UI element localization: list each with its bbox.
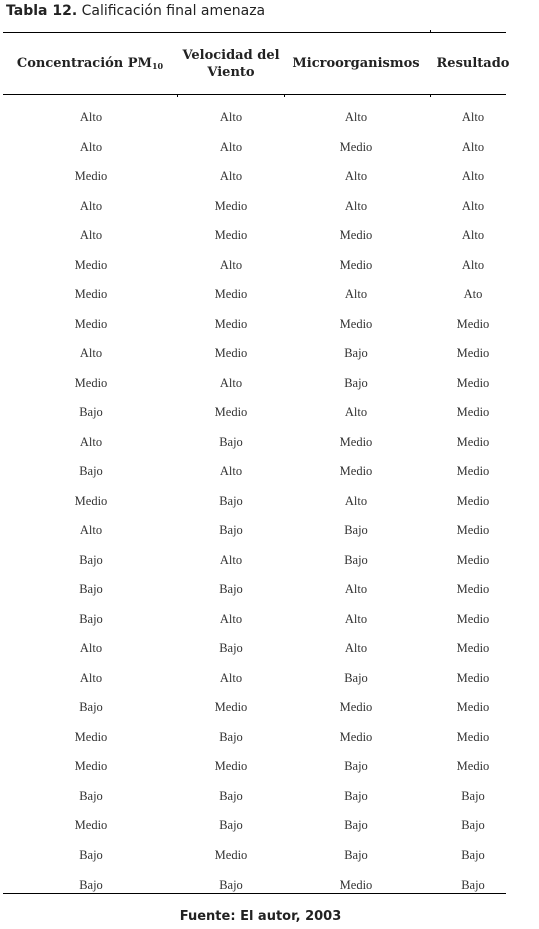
cell-concentracion: Bajo xyxy=(79,464,103,478)
cell-microorganismos: Alto xyxy=(344,405,368,419)
cell-microorganismos: Alto xyxy=(344,169,368,183)
cell-resultado: Medio xyxy=(456,493,490,508)
header-velocidad-label: Velocidad del Viento xyxy=(182,47,280,80)
cell-resultado: Alto xyxy=(461,228,485,242)
cell-resultado: Medio xyxy=(456,405,490,419)
cell-velocidad: Medio xyxy=(214,346,248,360)
cell-concentracion: Bajo xyxy=(79,405,103,419)
cell-resultado: Alto xyxy=(461,198,485,213)
table-number: Tabla 12. xyxy=(6,3,78,19)
cell-microorganismos: Medio xyxy=(339,139,373,154)
cell-resultado: Alto xyxy=(461,110,485,124)
cell-velocidad: Bajo xyxy=(219,818,243,832)
cell-velocidad: Bajo xyxy=(219,641,243,655)
cell-microorganismos: Alto xyxy=(344,611,368,626)
cell-velocidad: Medio xyxy=(214,198,248,213)
cell-microorganismos: Bajo xyxy=(344,523,368,537)
cell-microorganismos: Bajo xyxy=(344,759,368,773)
cell-microorganismos: Alto xyxy=(344,110,368,124)
cell-concentracion: Alto xyxy=(79,523,103,537)
cell-resultado: Medio xyxy=(456,375,490,390)
table-source: Fuente: El autor, 2003 xyxy=(179,909,342,924)
cell-velocidad: Bajo xyxy=(219,582,243,596)
cell-resultado: Medio xyxy=(456,552,490,567)
cell-microorganismos: Medio xyxy=(339,878,373,892)
cell-resultado: Medio xyxy=(456,346,490,360)
cell-resultado: Medio xyxy=(456,316,490,331)
cell-velocidad: Medio xyxy=(214,847,248,862)
cell-microorganismos: Alto xyxy=(344,287,368,301)
cell-velocidad: Bajo xyxy=(219,434,243,449)
cell-concentracion: Medio xyxy=(74,257,108,272)
cell-concentracion: Alto xyxy=(79,434,103,449)
cell-concentracion: Medio xyxy=(74,287,108,301)
cell-resultado: Bajo xyxy=(461,788,485,803)
cell-resultado: Medio xyxy=(456,641,490,655)
cell-concentracion: Medio xyxy=(74,169,108,183)
cell-resultado: Bajo xyxy=(461,818,485,832)
cell-concentracion: Medio xyxy=(74,729,108,744)
cell-microorganismos: Bajo xyxy=(344,788,368,803)
cell-resultado: Medio xyxy=(456,611,490,626)
cell-velocidad: Bajo xyxy=(219,493,243,508)
cell-velocidad: Medio xyxy=(214,405,248,419)
cell-microorganismos: Medio xyxy=(339,700,373,714)
cell-concentracion: Alto xyxy=(79,110,103,124)
header-microorganismos-label: Microorganismos xyxy=(292,56,420,71)
cell-concentracion: Alto xyxy=(79,641,103,655)
cell-resultado: Alto xyxy=(461,169,485,183)
cell-concentracion: Medio xyxy=(74,375,108,390)
cell-resultado: Medio xyxy=(456,670,490,685)
cell-velocidad: Alto xyxy=(219,139,243,154)
cell-concentracion: Medio xyxy=(74,316,108,331)
cell-microorganismos: Alto xyxy=(344,198,368,213)
cell-velocidad: Medio xyxy=(214,228,248,242)
header-resultado-label: Resultado xyxy=(436,56,510,71)
cell-velocidad: Bajo xyxy=(219,878,243,892)
cell-concentracion: Bajo xyxy=(79,582,103,596)
cell-microorganismos: Alto xyxy=(344,493,368,508)
table-title: Calificación final amenaza xyxy=(81,3,266,19)
cell-resultado: Medio xyxy=(456,434,490,449)
cell-velocidad: Medio xyxy=(214,316,248,331)
cell-concentracion: Bajo xyxy=(79,788,103,803)
cell-resultado: Bajo xyxy=(461,878,485,892)
cell-velocidad: Medio xyxy=(214,700,248,714)
cell-microorganismos: Bajo xyxy=(344,670,368,685)
cell-microorganismos: Medio xyxy=(339,729,373,744)
cell-microorganismos: Medio xyxy=(339,257,373,272)
cell-concentracion: Bajo xyxy=(79,847,103,862)
cell-velocidad: Alto xyxy=(219,552,243,567)
cell-microorganismos: Medio xyxy=(339,434,373,449)
cell-resultado: Medio xyxy=(456,700,490,714)
cell-resultado: Medio xyxy=(456,523,490,537)
cell-resultado: Ato xyxy=(463,287,483,301)
cell-velocidad: Medio xyxy=(214,759,248,773)
header-concentracion-subscript: 10 xyxy=(151,61,164,71)
cell-microorganismos: Alto xyxy=(344,582,368,596)
cell-concentracion: Medio xyxy=(74,493,108,508)
cell-velocidad: Alto xyxy=(219,169,243,183)
cell-concentracion: Alto xyxy=(79,228,103,242)
cell-microorganismos: Medio xyxy=(339,316,373,331)
cell-velocidad: Bajo xyxy=(219,729,243,744)
cell-concentracion: Bajo xyxy=(79,700,103,714)
cell-concentracion: Medio xyxy=(74,759,108,773)
cell-resultado: Medio xyxy=(456,729,490,744)
cell-velocidad: Bajo xyxy=(219,523,243,537)
cell-velocidad: Bajo xyxy=(219,788,243,803)
cell-microorganismos: Medio xyxy=(339,228,373,242)
cell-concentracion: Bajo xyxy=(79,878,103,892)
cell-velocidad: Medio xyxy=(214,287,248,301)
cell-resultado: Medio xyxy=(456,759,490,773)
cell-microorganismos: Alto xyxy=(344,641,368,655)
cell-velocidad: Alto xyxy=(219,464,243,478)
cell-microorganismos: Bajo xyxy=(344,346,368,360)
cell-velocidad: Alto xyxy=(219,110,243,124)
cell-microorganismos: Medio xyxy=(339,464,373,478)
cell-concentracion: Alto xyxy=(79,198,103,213)
cell-velocidad: Alto xyxy=(219,611,243,626)
cell-microorganismos: Bajo xyxy=(344,552,368,567)
cell-resultado: Medio xyxy=(456,464,490,478)
cell-microorganismos: Bajo xyxy=(344,375,368,390)
cell-microorganismos: Bajo xyxy=(344,847,368,862)
cell-concentracion: Alto xyxy=(79,139,103,154)
bottom-rule xyxy=(3,893,506,894)
cell-concentracion: Bajo xyxy=(79,611,103,626)
cell-concentracion: Medio xyxy=(74,818,108,832)
cell-velocidad: Alto xyxy=(219,670,243,685)
cell-resultado: Bajo xyxy=(461,847,485,862)
cell-resultado: Medio xyxy=(456,582,490,596)
cell-concentracion: Alto xyxy=(79,670,103,685)
cell-concentracion: Alto xyxy=(79,346,103,360)
cell-microorganismos: Bajo xyxy=(344,818,368,832)
cell-resultado: Alto xyxy=(461,257,485,272)
cell-velocidad: Alto xyxy=(219,257,243,272)
cell-velocidad: Alto xyxy=(219,375,243,390)
header-concentracion-label: Concentración PM xyxy=(16,56,152,71)
cell-concentracion: Bajo xyxy=(79,552,103,567)
cell-resultado: Alto xyxy=(461,139,485,154)
